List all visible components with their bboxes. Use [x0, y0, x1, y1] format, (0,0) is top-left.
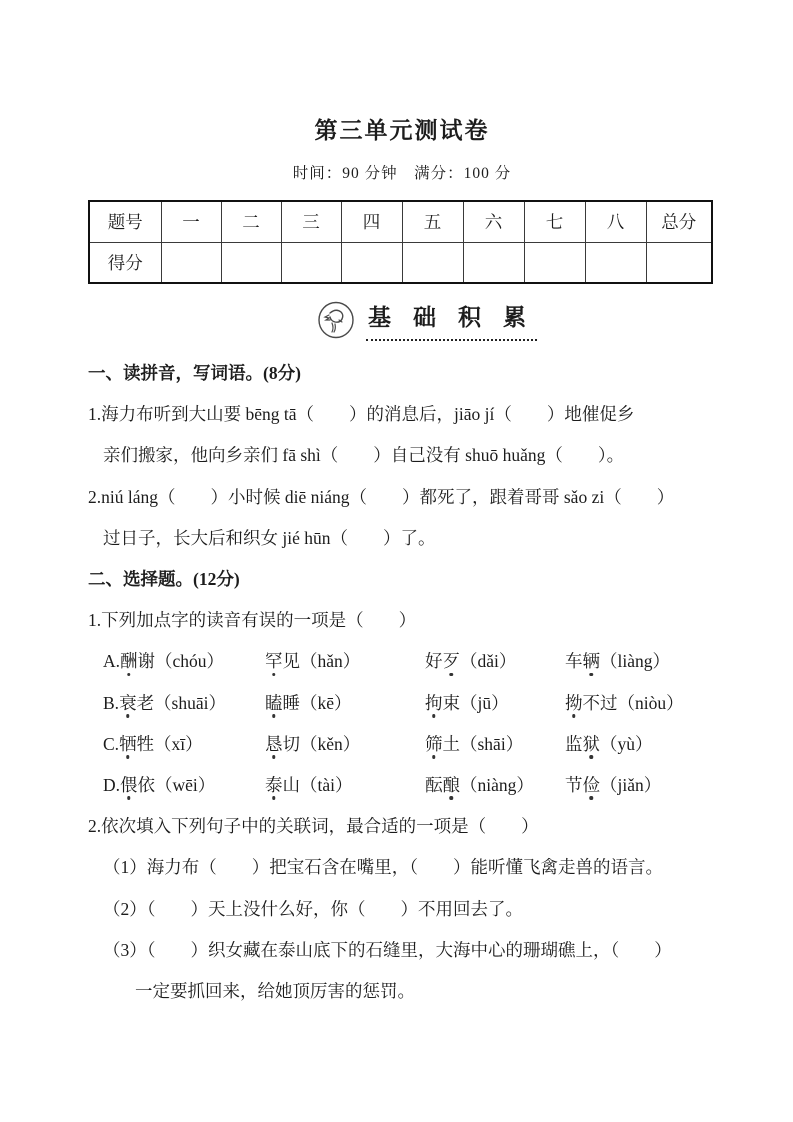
option-word [425, 765, 565, 806]
option-label: D. [103, 775, 121, 796]
score-table-cell: 三 [281, 201, 341, 242]
score-table-cell: 一 [161, 201, 221, 242]
option-word [425, 641, 565, 682]
score-blank-cell [646, 242, 712, 283]
option-word [425, 724, 565, 765]
score-table-cell: 题号 [89, 201, 161, 242]
doodle-bird-icon [316, 299, 356, 341]
option-word [103, 765, 265, 806]
mc2-stem: 2.依次填入下列句子中的关联词，最合适的一项是（ ） [88, 816, 539, 837]
word-post: 切（kěn） [282, 733, 361, 754]
score-blank-cell [281, 242, 341, 283]
pinyin-item2-line1: 2.niú láng（ ）小时候 diē niáng（ ）都死了，跟着哥哥 sǎo zi（ ） [88, 486, 675, 507]
mc2-sub3-continuation: 一定要抓回来，给她顶厉害的惩罚。 [135, 981, 415, 1002]
word-dot-char: 牺 [119, 733, 137, 754]
word-post: （niàng） [460, 775, 534, 796]
word-post: 老（shuāi） [136, 692, 227, 713]
word-pre: 好 [425, 651, 443, 672]
option-word [103, 683, 265, 724]
mc2-sub3: （3）（ ）织女藏在泰山底下的石缝里，大海中心的珊瑚礁上，（ ） [103, 939, 672, 960]
mc1-stem: 1.下列加点字的读音有误的一项是（ ） [88, 610, 417, 631]
score-table-cell: 五 [402, 201, 463, 242]
word-pre: 酝 [425, 775, 443, 796]
option-word [265, 641, 425, 682]
word-post: 牲（xī） [136, 733, 203, 754]
word-pre: 节 [565, 775, 583, 796]
score-blank-cell [221, 242, 281, 283]
score-table-score-row [89, 242, 712, 283]
option-word [565, 765, 661, 806]
word-post: （liàng） [600, 651, 670, 672]
option-label: C. [103, 733, 120, 754]
option-word [565, 724, 653, 765]
word-dot-char: 衰 [119, 692, 137, 713]
word-post: 土（shāi） [442, 733, 524, 754]
option-word [103, 724, 265, 765]
word-dot-char: 辆 [582, 651, 600, 672]
word-dot-char: 泰 [265, 775, 283, 796]
word-post: 山（tài） [282, 775, 353, 796]
word-dot-char: 狱 [582, 733, 600, 754]
option-word [565, 641, 670, 682]
section-banner [88, 292, 716, 348]
word-dot-char: 俭 [582, 775, 600, 796]
word-post: 睡（kē） [282, 692, 352, 713]
word-dot-char: 拗 [565, 692, 583, 713]
word-post: （jiǎn） [600, 775, 662, 796]
pinyin-item2-line2: 过日子，长大后和织女 jié hūn（ ）了。 [103, 527, 436, 548]
word-pre: 车 [565, 651, 583, 672]
word-dot-char: 酿 [442, 775, 460, 796]
word-pre: 监 [565, 733, 583, 754]
score-table-cell: 六 [463, 201, 524, 242]
word-dot-char: 偎 [120, 775, 138, 796]
section2-heading: 二、选择题。(12分) [88, 569, 240, 590]
option-word [265, 683, 425, 724]
option-word [103, 641, 265, 682]
score-blank-cell [402, 242, 463, 283]
word-post: （dǎi） [460, 651, 517, 672]
mc1-option-d [88, 765, 716, 806]
score-table [88, 200, 713, 284]
option-label: B. [103, 692, 120, 713]
score-table-cell: 总分 [646, 201, 712, 242]
word-dot-char: 拘 [425, 692, 443, 713]
word-dot-char: 罕 [265, 651, 283, 672]
word-dot-char: 歹 [442, 651, 460, 672]
pinyin-item1-line1: 1.海力布听到大山要 bēng tā（ ）的消息后，jiāo jí（ ）地催促乡 [88, 404, 635, 425]
option-word [265, 724, 425, 765]
score-blank-cell [585, 242, 646, 283]
score-blank-cell [463, 242, 524, 283]
word-post: 束（jū） [442, 692, 509, 713]
word-post: 谢（chóu） [137, 651, 225, 672]
word-dot-char: 酬 [120, 651, 138, 672]
option-word [265, 765, 425, 806]
option-word [425, 683, 565, 724]
mc1-option-c [88, 724, 716, 765]
word-post: 依（wēi） [137, 775, 216, 796]
mc2-sub1: （1）海力布（ ）把宝石含在嘴里，（ ）能听懂飞禽走兽的语言。 [103, 857, 663, 878]
mc2-sub2: （2）（ ）天上没什么好，你（ ）不用回去了。 [103, 898, 523, 919]
mc1-option-b [88, 683, 716, 724]
exam-meta: 时间：90 分钟 满分：100 分 [292, 165, 512, 182]
page-title: 第三单元测试卷 [314, 118, 490, 143]
word-dot-char: 瞌 [265, 692, 283, 713]
score-table-cell: 二 [221, 201, 281, 242]
word-post: 见（hǎn） [282, 651, 361, 672]
word-dot-char: 筛 [425, 733, 443, 754]
word-post: 不过（niòu） [582, 692, 684, 713]
option-word [565, 683, 684, 724]
score-table-cell: 八 [585, 201, 646, 242]
word-dot-char: 恳 [265, 733, 283, 754]
section1-heading: 一、读拼音，写词语。(8分) [88, 363, 301, 383]
mc1-option-a [88, 641, 716, 682]
score-blank-cell [341, 242, 402, 283]
pinyin-item1-line2: 亲们搬家，他向乡亲们 fā shì（ ）自己没有 shuō huǎng（ ）。 [103, 445, 625, 466]
word-post: （yù） [600, 733, 653, 754]
score-blank-cell [524, 242, 585, 283]
score-table-header-row [89, 201, 712, 242]
score-table-cell: 四 [341, 201, 402, 242]
option-label: A. [103, 651, 121, 672]
banner-title: 基 础 积 累 [366, 299, 537, 341]
score-blank-cell [161, 242, 221, 283]
score-row-label: 得分 [89, 242, 161, 283]
score-table-cell: 七 [524, 201, 585, 242]
